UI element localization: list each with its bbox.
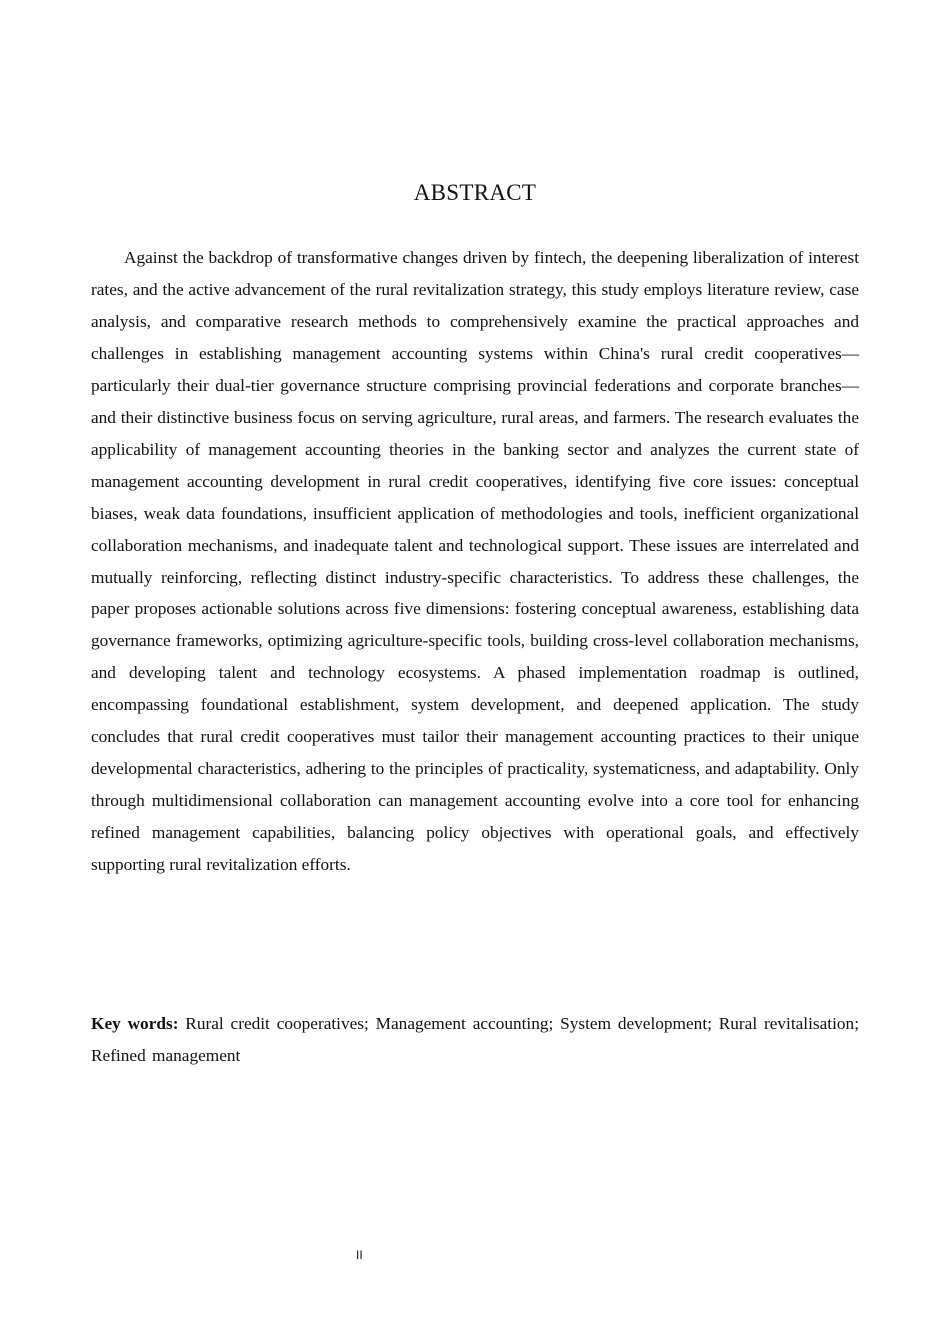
keywords-text: Rural credit cooperatives; Management accounting; System development; Rural revitalisation; Refined management [91,1014,859,1065]
abstract-paragraph: Against the backdrop of transformative changes driven by fintech, the deepening liberalization of interest rates, and the active advancement of the rural revitalization strategy, this study employs literature review, case analysis, and comparative research methods to comprehensively examine the practical approaches and challenges in establishing management accounting systems within China's rural credit cooperatives—particularly their dual-tier governance structure comprising provincial federations and corporate branches—and their distinctive business focus on serving agriculture, rural areas, and farmers. The research evaluates the applicability of management accounting theories in the banking sector and analyzes the current state of management accounting development in rural credit cooperatives, identifying five core issues: conceptual biases, weak data foundations, insufficient application of methodologies and tools, inefficient organizational collaboration mechanisms, and inadequate talent and technological support. These issues are interrelated and mutually reinforcing, reflecting distinct industry-specific characteristics. To address these challenges, the paper proposes actionable solutions across five dimensions: fostering conceptual awareness, establishing data governance frameworks, optimizing agriculture-specific tools, building cross-level collaboration mechanisms, and developing talent and technology ecosystems. A phased implementation roadmap is outlined, encompassing foundational establishment, system development, and deepened application. The study concludes that rural credit cooperatives must tailor their management accounting practices to their unique developmental characteristics, adhering to the principles of practicality, systematicness, and adaptability. Only through multidimensional collaboration can management accounting evolve into a core tool for enhancing refined management capabilities, balancing policy objectives with operational goals, and effectively supporting rural revitalization efforts. [91,248,859,875]
keywords-label: Key words: [91,1014,179,1033]
page-number: II [356,1248,363,1262]
keywords-line [91,1008,859,1071]
abstract-title: ABSTRACT [413,180,537,205]
